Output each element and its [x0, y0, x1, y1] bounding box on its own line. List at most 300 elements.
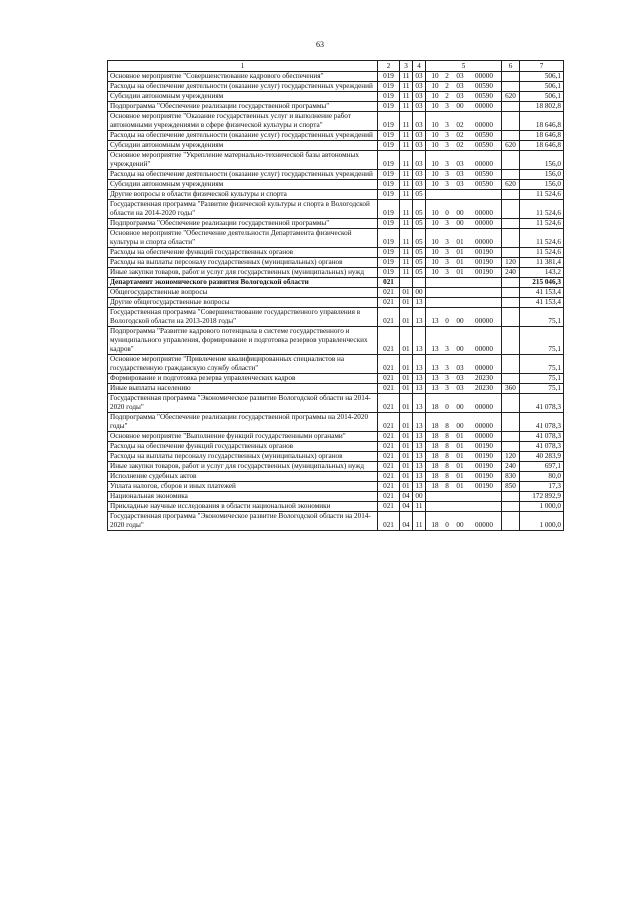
csr-code-part: 01: [456, 462, 464, 470]
row-name-cell: Государственная программа "Экономическое развитие Вологодской области на 2014-2020 годы": [108, 394, 378, 413]
csr-code-part: 3: [445, 180, 449, 188]
row-vr-cell: [502, 72, 520, 82]
row-name-cell: Основное мероприятие "Совершенствование кадрового обеспечения": [108, 72, 378, 82]
row-pr-cell: 13: [413, 482, 426, 492]
csr-code-part: 3: [445, 374, 449, 382]
row-vr-cell: [502, 492, 520, 502]
table-row: [108, 248, 564, 258]
row-sum-cell: 41 078,3: [520, 442, 564, 452]
csr-code-part: 8: [445, 452, 449, 460]
table-row: [108, 394, 564, 413]
row-rz-cell: 11: [400, 151, 413, 170]
csr-code-part: 00000: [475, 160, 493, 168]
csr-code-part: 01: [456, 432, 464, 440]
csr-code: [428, 452, 499, 461]
row-name-cell: Иные закупки товаров, работ и услуг для государственных (муниципальных) нужд: [108, 462, 378, 472]
row-sum-cell: 75,1: [520, 327, 564, 355]
csr-code-part: 18: [431, 472, 439, 480]
csr-code-part: 0: [445, 521, 449, 529]
row-ved-cell: 019: [378, 180, 400, 190]
row-sum-cell: 156,0: [520, 170, 564, 180]
row-sum-cell: 18 646,8: [520, 112, 564, 131]
table-row: [108, 432, 564, 442]
row-pr-cell: 03: [413, 72, 426, 82]
table-row: [108, 258, 564, 268]
row-ved-cell: 019: [378, 82, 400, 92]
row-pr-cell: 03: [413, 92, 426, 102]
row-sum-cell: 1 000,0: [520, 512, 564, 531]
row-vr-cell: [502, 308, 520, 327]
row-ved-cell: 019: [378, 200, 400, 219]
csr-code-part: 03: [456, 170, 464, 178]
csr-code-part: 3: [445, 160, 449, 168]
csr-code-part: 00000: [475, 102, 493, 110]
row-pr-cell: 13: [413, 327, 426, 355]
row-vr-cell: [502, 219, 520, 229]
csr-code-part: 13: [431, 317, 439, 325]
csr-code-part: 8: [445, 482, 449, 490]
table-row: [108, 112, 564, 131]
row-vr-cell: 240: [502, 462, 520, 472]
table-row: [108, 92, 564, 102]
row-sum-cell: 18 646,8: [520, 141, 564, 151]
csr-code-part: 18: [431, 482, 439, 490]
row-name-cell: Формирование и подготовка резерва управленческих кадров: [108, 374, 378, 384]
table-row: [108, 512, 564, 531]
row-name-cell: Основное мероприятие "Выполнение функций государственными органами": [108, 432, 378, 442]
row-csr-cell: [426, 180, 502, 190]
csr-code-part: 3: [445, 219, 449, 227]
csr-code-part: 00590: [475, 92, 493, 100]
table-row: [108, 413, 564, 432]
row-csr-cell: [426, 112, 502, 131]
row-vr-cell: [502, 512, 520, 531]
csr-code-part: 00: [456, 219, 464, 227]
row-rz-cell: 01: [400, 355, 413, 374]
csr-code-part: 00190: [475, 472, 493, 480]
row-rz-cell: 11: [400, 141, 413, 151]
csr-code-part: 03: [456, 180, 464, 188]
csr-code-part: 00: [456, 209, 464, 217]
csr-code: [428, 141, 499, 150]
row-vr-cell: 850: [502, 482, 520, 492]
csr-code-part: 10: [431, 258, 439, 266]
row-vr-cell: [502, 112, 520, 131]
row-name-cell: Расходы на обеспечение деятельности (оказание услуг) государственных учреждений: [108, 170, 378, 180]
csr-code: [428, 160, 499, 169]
row-pr-cell: 11: [413, 502, 426, 512]
csr-code-part: 3: [445, 102, 449, 110]
row-rz-cell: 01: [400, 308, 413, 327]
row-ved-cell: 021: [378, 308, 400, 327]
row-vr-cell: [502, 82, 520, 92]
row-vr-cell: [502, 327, 520, 355]
row-pr-cell: 13: [413, 413, 426, 432]
table-row: [108, 492, 564, 502]
csr-code-part: 0: [445, 403, 449, 411]
row-csr-cell: [426, 151, 502, 170]
csr-code-part: 01: [456, 482, 464, 490]
csr-code-part: 00000: [475, 317, 493, 325]
row-csr-cell: [426, 512, 502, 531]
row-vr-cell: [502, 502, 520, 512]
row-pr-cell: 13: [413, 355, 426, 374]
csr-code: [428, 238, 499, 247]
row-rz-cell: 11: [400, 72, 413, 82]
row-rz-cell: 04: [400, 492, 413, 502]
row-sum-cell: 75,1: [520, 355, 564, 374]
csr-code-part: 00190: [475, 258, 493, 266]
row-name-cell: Государственная программа "Развитие физической культуры и спорта в Вологодской области на 2014-2020 годы": [108, 200, 378, 219]
row-ved-cell: 021: [378, 278, 400, 288]
row-rz-cell: 11: [400, 258, 413, 268]
csr-code-part: 00000: [475, 345, 493, 353]
row-name-cell: Общегосударственные вопросы: [108, 288, 378, 298]
row-sum-cell: 11 524,6: [520, 200, 564, 219]
row-sum-cell: 75,1: [520, 384, 564, 394]
row-pr-cell: 03: [413, 170, 426, 180]
csr-code-part: 03: [456, 92, 464, 100]
table-row: [108, 229, 564, 248]
row-sum-cell: 41 078,3: [520, 432, 564, 442]
csr-code-part: 20230: [475, 374, 493, 382]
csr-code-part: 18: [431, 521, 439, 529]
row-name-cell: Подпрограмма "Обеспечение реализации государственной программы": [108, 219, 378, 229]
csr-code: [428, 131, 499, 140]
row-csr-cell: [426, 190, 502, 200]
csr-code-part: 8: [445, 422, 449, 430]
row-name-cell: Государственная программа "Совершенствование государственного управления в Вологодской области на 2013-2018 годы": [108, 308, 378, 327]
csr-code-part: 00190: [475, 462, 493, 470]
row-sum-cell: 18 646,8: [520, 131, 564, 141]
row-vr-cell: 240: [502, 268, 520, 278]
row-ved-cell: 021: [378, 327, 400, 355]
row-name-cell: Субсидии автономным учреждениям: [108, 92, 378, 102]
row-pr-cell: 05: [413, 200, 426, 219]
row-ved-cell: 021: [378, 482, 400, 492]
csr-code: [428, 422, 499, 431]
row-name-cell: Субсидии автономным учреждениям: [108, 180, 378, 190]
csr-code-part: 01: [456, 472, 464, 480]
csr-code: [428, 364, 499, 373]
row-rz-cell: 01: [400, 413, 413, 432]
row-sum-cell: 17,3: [520, 482, 564, 492]
csr-code-part: 0: [445, 317, 449, 325]
row-pr-cell: 05: [413, 229, 426, 248]
csr-code-part: 03: [456, 160, 464, 168]
row-sum-cell: 506,1: [520, 92, 564, 102]
table-row: [108, 102, 564, 112]
table-row: [108, 298, 564, 308]
row-rz-cell: 01: [400, 327, 413, 355]
csr-code: [428, 170, 499, 179]
csr-code-part: 00: [456, 422, 464, 430]
row-name-cell: Подпрограмма "Обеспечение реализации государственной программы": [108, 102, 378, 112]
header-col-7: 7: [520, 61, 564, 72]
row-ved-cell: 019: [378, 268, 400, 278]
row-rz-cell: 01: [400, 432, 413, 442]
row-rz-cell: 11: [400, 170, 413, 180]
csr-code-part: 2: [445, 82, 449, 90]
row-ved-cell: 021: [378, 492, 400, 502]
csr-code-part: 00: [456, 102, 464, 110]
row-vr-cell: [502, 170, 520, 180]
row-ved-cell: 019: [378, 258, 400, 268]
row-sum-cell: 11 524,6: [520, 248, 564, 258]
table-row: [108, 141, 564, 151]
csr-code-part: 01: [456, 258, 464, 266]
row-csr-cell: [426, 432, 502, 442]
row-name-cell: Основное мероприятие "Укрепление материально-технической базы автономных учреждений": [108, 151, 378, 170]
row-csr-cell: [426, 288, 502, 298]
csr-code-part: 03: [456, 364, 464, 372]
csr-code: [428, 462, 499, 471]
row-name-cell: Другие вопросы в области физической культуры и спорта: [108, 190, 378, 200]
csr-code: [428, 102, 499, 111]
row-rz-cell: 11: [400, 219, 413, 229]
row-rz-cell: 11: [400, 200, 413, 219]
csr-code-part: 00590: [475, 141, 493, 149]
row-csr-cell: [426, 131, 502, 141]
csr-code-part: 00590: [475, 170, 493, 178]
csr-code-part: 00: [456, 403, 464, 411]
table-row: [108, 452, 564, 462]
csr-code-part: 00000: [475, 238, 493, 246]
row-pr-cell: 11: [413, 512, 426, 531]
csr-code-part: 3: [445, 131, 449, 139]
row-name-cell: Расходы на обеспечение деятельности (оказание услуг) государственных учреждений: [108, 131, 378, 141]
row-pr-cell: 03: [413, 82, 426, 92]
csr-code-part: 10: [431, 268, 439, 276]
row-name-cell: Расходы на выплаты персоналу государственных (муниципальных) органов: [108, 258, 378, 268]
row-sum-cell: 18 802,8: [520, 102, 564, 112]
row-name-cell: Расходы на обеспечение функций государственных органов: [108, 248, 378, 258]
row-name-cell: Другие общегосударственные вопросы: [108, 298, 378, 308]
row-rz-cell: 11: [400, 180, 413, 190]
csr-code: [428, 384, 499, 393]
row-sum-cell: 156,0: [520, 151, 564, 170]
table-row: [108, 482, 564, 492]
row-name-cell: Уплата налогов, сборов и иных платежей: [108, 482, 378, 492]
csr-code-part: 10: [431, 248, 439, 256]
csr-code: [428, 268, 499, 277]
row-pr-cell: 03: [413, 112, 426, 131]
row-sum-cell: 41 153,4: [520, 298, 564, 308]
row-sum-cell: 40 283,9: [520, 452, 564, 462]
row-ved-cell: 019: [378, 170, 400, 180]
row-ved-cell: 021: [378, 288, 400, 298]
row-ved-cell: 021: [378, 472, 400, 482]
row-name-cell: Иные закупки товаров, работ и услуг для государственных (муниципальных) нужд: [108, 268, 378, 278]
csr-code-part: 00590: [475, 82, 493, 90]
csr-code-part: 0: [445, 209, 449, 217]
header-col-6: 6: [502, 61, 520, 72]
row-rz-cell: 04: [400, 512, 413, 531]
row-vr-cell: [502, 278, 520, 288]
row-csr-cell: [426, 298, 502, 308]
row-ved-cell: 021: [378, 432, 400, 442]
row-sum-cell: 80,0: [520, 472, 564, 482]
csr-code-part: 3: [445, 141, 449, 149]
row-name-cell: Основное мероприятие "Оказание государственных услуг и выполнение работ автономными учреждениями в сфере физической культуры и спорта": [108, 112, 378, 131]
row-sum-cell: 75,1: [520, 374, 564, 384]
table-row: [108, 374, 564, 384]
row-vr-cell: [502, 131, 520, 141]
table-row: [108, 180, 564, 190]
csr-code-part: 00000: [475, 219, 493, 227]
row-name-cell: Департамент экономического развития Вологодской области: [108, 278, 378, 288]
row-csr-cell: [426, 200, 502, 219]
row-vr-cell: [502, 374, 520, 384]
table-row: [108, 308, 564, 327]
csr-code-part: 18: [431, 462, 439, 470]
row-ved-cell: 021: [378, 298, 400, 308]
csr-code-part: 00: [456, 317, 464, 325]
row-pr-cell: 03: [413, 131, 426, 141]
row-pr-cell: 03: [413, 102, 426, 112]
csr-code-part: 3: [445, 170, 449, 178]
row-vr-cell: 620: [502, 92, 520, 102]
row-ved-cell: 021: [378, 442, 400, 452]
csr-code: [428, 72, 499, 81]
row-csr-cell: [426, 72, 502, 82]
row-csr-cell: [426, 278, 502, 288]
row-vr-cell: [502, 432, 520, 442]
row-rz-cell: 11: [400, 131, 413, 141]
csr-code-part: 00590: [475, 180, 493, 188]
row-csr-cell: [426, 327, 502, 355]
row-csr-cell: [426, 374, 502, 384]
table-row: [108, 82, 564, 92]
csr-code-part: 3: [445, 384, 449, 392]
table-row: [108, 268, 564, 278]
csr-code-part: 8: [445, 442, 449, 450]
csr-code-part: 10: [431, 160, 439, 168]
row-pr-cell: 05: [413, 190, 426, 200]
row-sum-cell: 172 892,9: [520, 492, 564, 502]
csr-code-part: 8: [445, 462, 449, 470]
row-csr-cell: [426, 268, 502, 278]
csr-code-part: 02: [456, 131, 464, 139]
csr-code: [428, 219, 499, 228]
row-sum-cell: 506,1: [520, 72, 564, 82]
row-name-cell: Государственная программа "Экономическое развитие Вологодской области на 2014-2020 годы": [108, 512, 378, 531]
row-ved-cell: 021: [378, 452, 400, 462]
row-ved-cell: 019: [378, 131, 400, 141]
row-name-cell: Расходы на обеспечение деятельности (оказание услуг) государственных учреждений: [108, 82, 378, 92]
row-vr-cell: [502, 200, 520, 219]
table-row: [108, 472, 564, 482]
csr-code-part: 01: [456, 268, 464, 276]
row-sum-cell: 11 524,6: [520, 190, 564, 200]
csr-code-part: 03: [456, 82, 464, 90]
row-ved-cell: 021: [378, 374, 400, 384]
csr-code: [428, 248, 499, 257]
csr-code: [428, 521, 499, 530]
csr-code-part: 13: [431, 345, 439, 353]
row-csr-cell: [426, 258, 502, 268]
row-rz-cell: 01: [400, 384, 413, 394]
csr-code-part: 10: [431, 238, 439, 246]
csr-code-part: 3: [445, 238, 449, 246]
budget-table: [107, 60, 564, 531]
row-sum-cell: 41 153,4: [520, 288, 564, 298]
csr-code-part: 10: [431, 209, 439, 217]
header-col-2: 2: [378, 61, 400, 72]
table-row: [108, 442, 564, 452]
row-name-cell: Иные выплаты населению: [108, 384, 378, 394]
row-rz-cell: 11: [400, 268, 413, 278]
row-vr-cell: 620: [502, 180, 520, 190]
csr-code-part: 13: [431, 364, 439, 372]
row-ved-cell: 021: [378, 462, 400, 472]
row-rz-cell: 11: [400, 112, 413, 131]
csr-code: [428, 442, 499, 451]
table-row: [108, 327, 564, 355]
csr-code-part: 01: [456, 452, 464, 460]
row-csr-cell: [426, 229, 502, 248]
row-ved-cell: 019: [378, 219, 400, 229]
table-row: [108, 190, 564, 200]
row-vr-cell: [502, 190, 520, 200]
csr-code-part: 10: [431, 92, 439, 100]
table-row: [108, 288, 564, 298]
csr-code-part: 00000: [475, 521, 493, 529]
row-ved-cell: 019: [378, 190, 400, 200]
csr-code: [428, 121, 499, 130]
row-rz-cell: 11: [400, 229, 413, 248]
csr-code-part: 3: [445, 258, 449, 266]
row-rz-cell: 01: [400, 452, 413, 462]
row-rz-cell: 01: [400, 394, 413, 413]
row-csr-cell: [426, 452, 502, 462]
row-name-cell: Основное мероприятие "Обеспечение деятельности Департамента физической культуры и спорта области": [108, 229, 378, 248]
csr-code: [428, 374, 499, 383]
table-row: [108, 200, 564, 219]
row-pr-cell: [413, 278, 426, 288]
row-name-cell: Подпрограмма "Обеспечение реализации государственной программы на 2014-2020 годы": [108, 413, 378, 432]
row-name-cell: Основное мероприятие "Привлечение квалифицированных специалистов на государственную гражданскую службу области": [108, 355, 378, 374]
row-vr-cell: [502, 151, 520, 170]
table-header-row: [108, 61, 564, 72]
csr-code-part: 13: [431, 384, 439, 392]
csr-code-part: 8: [445, 432, 449, 440]
row-vr-cell: 620: [502, 141, 520, 151]
csr-code: [428, 317, 499, 326]
row-rz-cell: [400, 278, 413, 288]
row-rz-cell: 01: [400, 482, 413, 492]
csr-code-part: 10: [431, 180, 439, 188]
csr-code-part: 3: [445, 121, 449, 129]
csr-code-part: 03: [456, 374, 464, 382]
table-row: [108, 219, 564, 229]
row-sum-cell: 506,1: [520, 82, 564, 92]
csr-code-part: 00000: [475, 422, 493, 430]
row-pr-cell: 13: [413, 442, 426, 452]
row-csr-cell: [426, 219, 502, 229]
csr-code-part: 00000: [475, 209, 493, 217]
csr-code-part: 00000: [475, 364, 493, 372]
table-row: [108, 170, 564, 180]
row-csr-cell: [426, 462, 502, 472]
csr-code-part: 18: [431, 403, 439, 411]
page-number: 63: [316, 40, 324, 49]
row-rz-cell: 04: [400, 502, 413, 512]
row-vr-cell: 120: [502, 258, 520, 268]
row-ved-cell: 019: [378, 92, 400, 102]
csr-code-part: 10: [431, 102, 439, 110]
csr-code-part: 03: [456, 384, 464, 392]
